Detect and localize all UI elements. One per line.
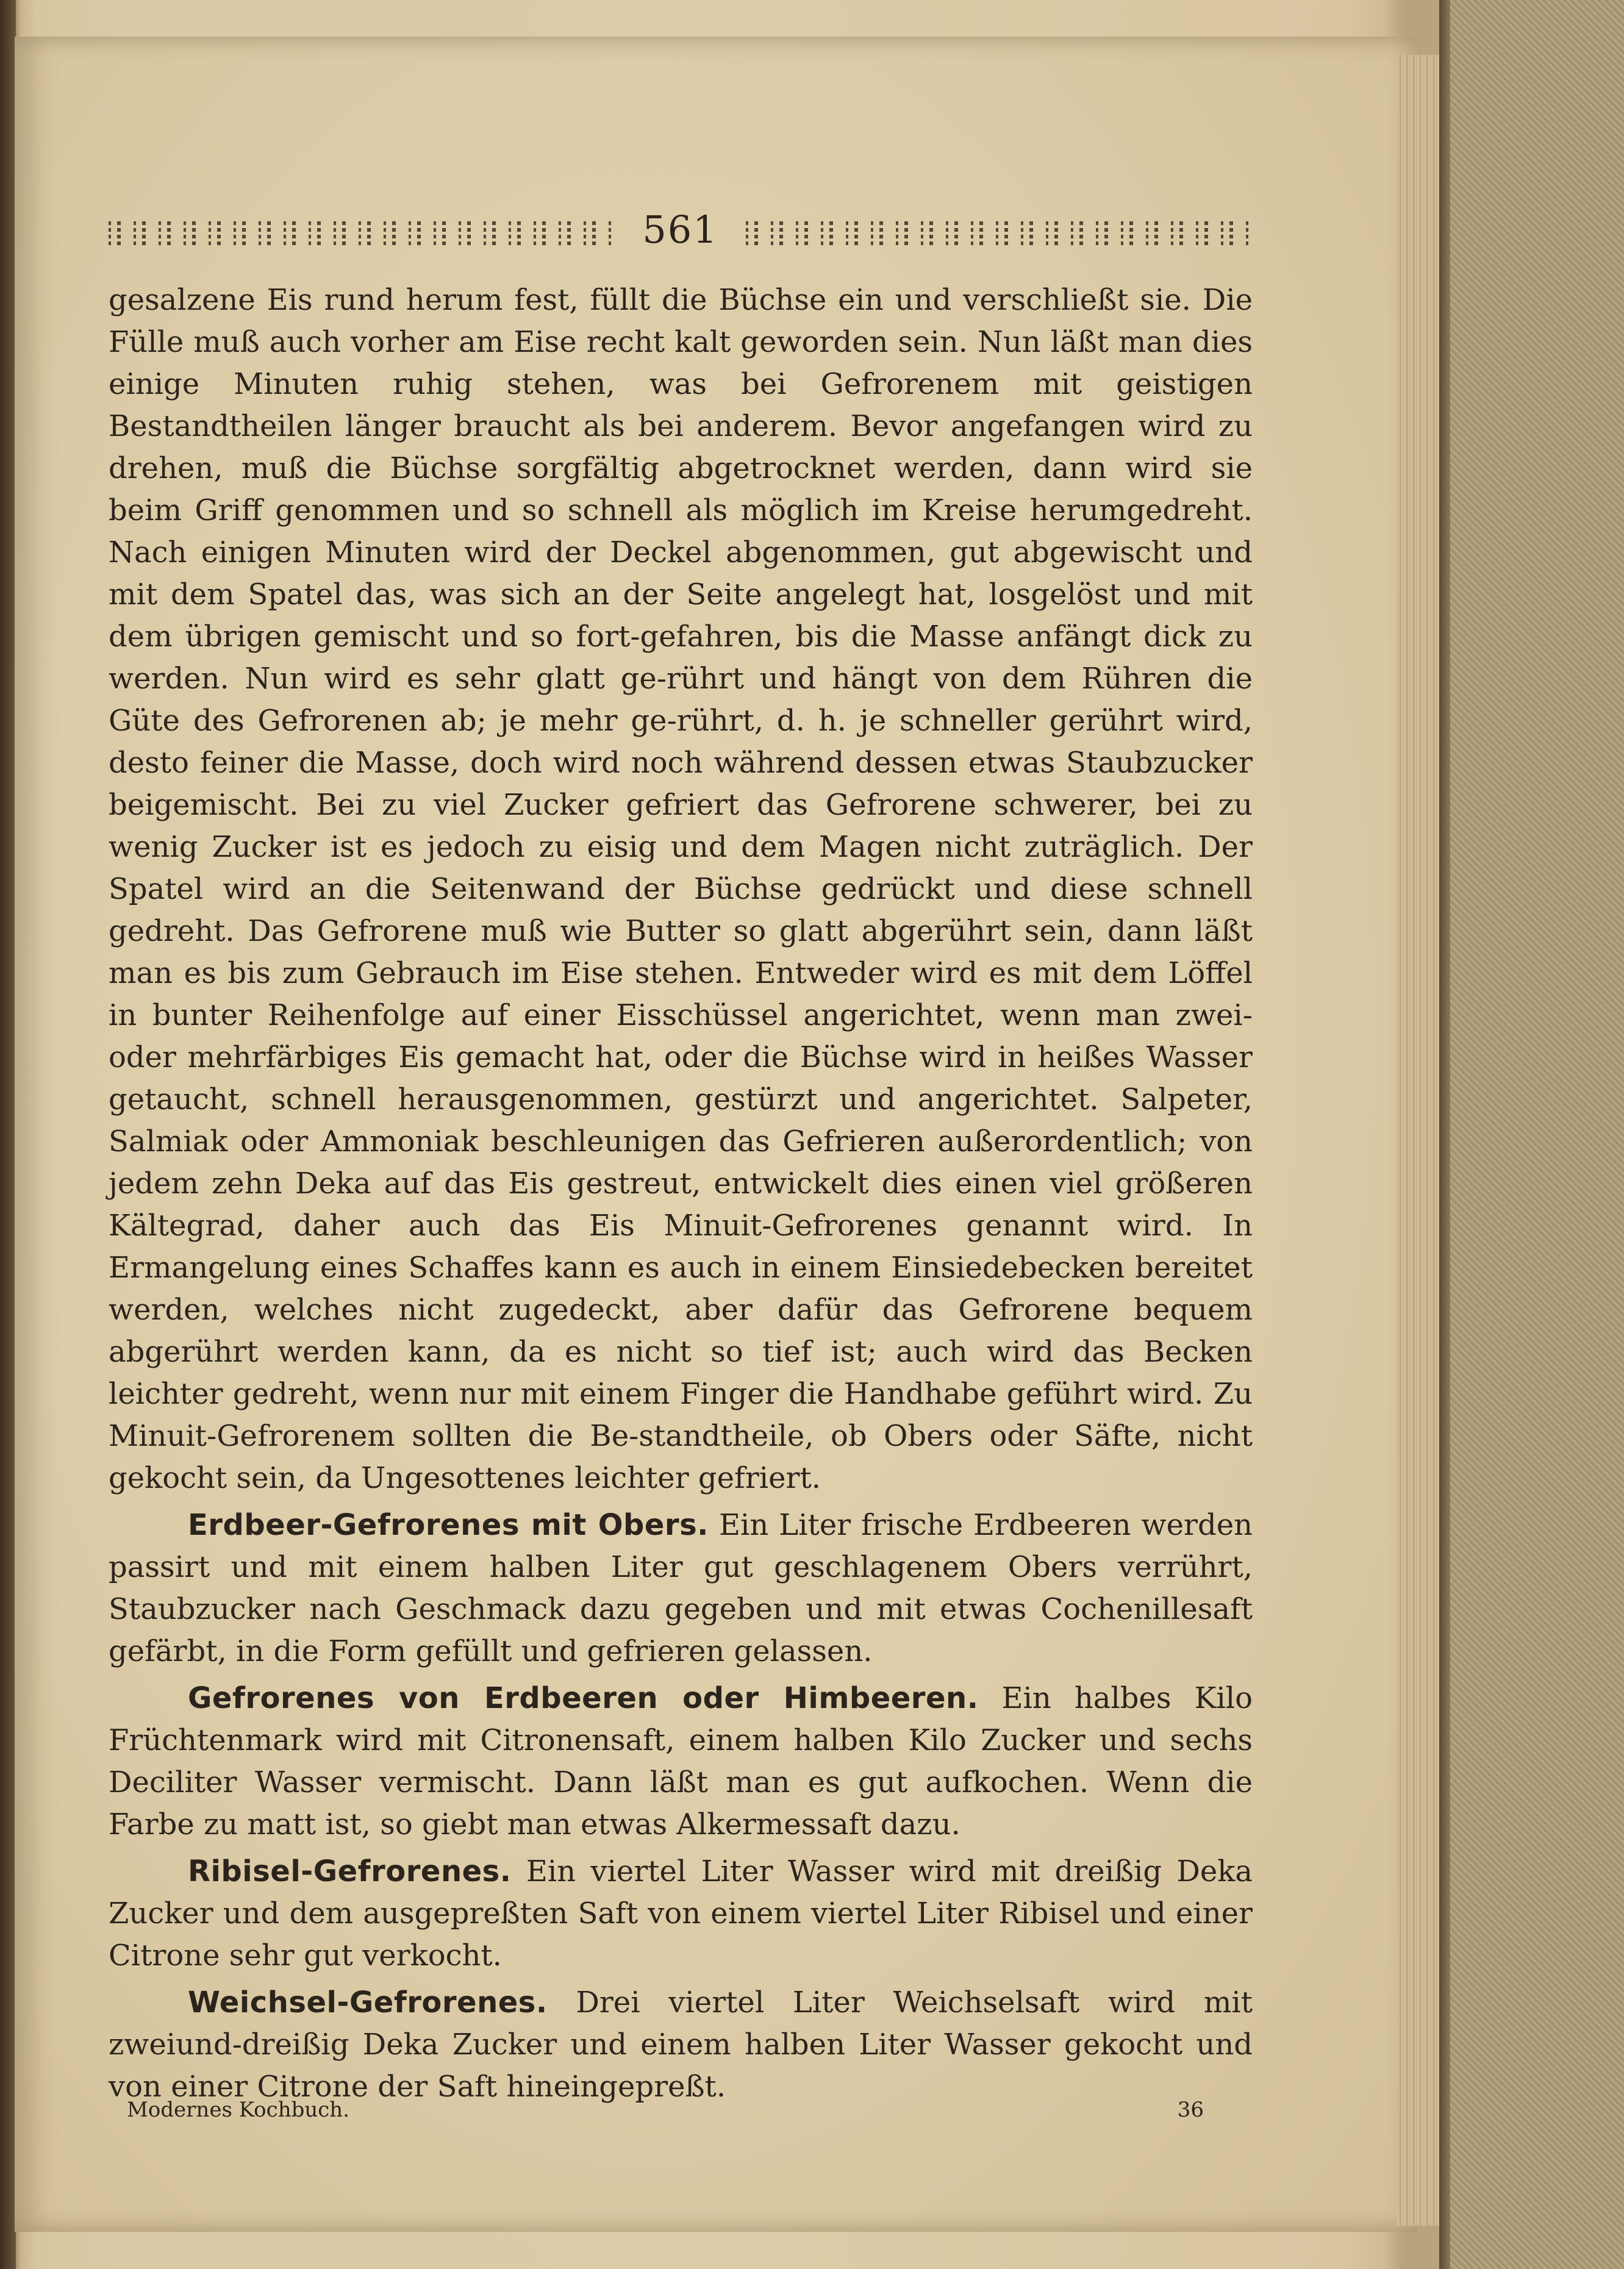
page-header xyxy=(109,201,1253,262)
book-cover-edge xyxy=(1439,0,1450,2269)
recipe-text: Ein viertel Liter Wasser wird mit dreißig Deka Zucker und dem ausgepreßten Saft von einem viertel Liter Ribisel und einer Citrone sehr gut verkocht. xyxy=(109,1854,1253,1973)
recipe-text: Ein halbes Kilo Früchtenmark wird mit Citronensaft, einem halben Kilo Zucker und sechs Deciliter Wasser vermischt. Dann läßt man es gut aufkochen. Wenn die Farbe zu matt ist, so giebt man etwas Alkermessaft dazu. xyxy=(109,1681,1253,1842)
recipe-entry xyxy=(109,1851,1253,1977)
page-footer xyxy=(109,2098,1253,2134)
footer-book-title: Modernes Kochbuch. xyxy=(127,2098,350,2122)
recipe-entry xyxy=(109,1982,1253,2108)
page-edges xyxy=(1397,55,1445,2226)
header-ornament-right xyxy=(746,220,1253,245)
book-cover xyxy=(1439,0,1624,2269)
opening-paragraph: gesalzene Eis rund herum fest, füllt die Büchse ein und verschließt sie. Die Fülle muß auch vorher am Eise recht kalt geworden sein. Nun läßt man dies einige Minuten ruhig stehen, was bei Gefrorenem mit geistigen Bestandtheilen länger braucht als bei anderem. Bevor angefangen wird zu drehen, muß die Büchse sorgfältig abgetrocknet werden, dann wird sie beim Griff genommen und so schnell als möglich im Kreise herumgedreht. Nach einigen Minuten wird der Deckel abgenommen, gut abgewischt und mit dem Spatel das, was sich an der Seite angelegt hat, losgelöst und mit dem übrigen gemischt und so fort-gefahren, bis die Masse anfängt dick zu werden. Nun wird es sehr glatt ge-rührt und hängt von dem Rühren die Güte des Gefrorenen ab; je mehr ge-rührt, d. h. je schneller gerührt wird, desto feiner die Masse, doch wird noch während dessen etwas Staubzucker beigemischt. Bei zu viel Zucker gefriert das Gefrorene schwerer, bei zu wenig Zucker ist es jedoch zu eisig und dem Magen nicht zuträglich. Der Spatel wird an die Seitenwand der Büchse gedrückt und diese schnell gedreht. Das Gefrorene muß wie Butter so glatt abgerührt sein, dann läßt man es bis zum Gebrauch im Eise stehen. Entweder wird es mit dem Löffel in bunter Reihenfolge auf einer Eisschüssel angerichtet, wenn man zwei- oder mehrfärbiges Eis gemacht hat, oder die Büchse wird in heißes Wasser getaucht, schnell herausgenommen, gestürzt und angerichtet. Salpeter, Salmiak oder Ammoniak beschleunigen das Gefrieren außerordentlich; von jedem zehn Deka auf das Eis gestreut, entwickelt dies einen viel größeren Kältegrad, daher auch das Eis Minuit-Gefrorenes genannt wird. In Ermangelung eines Schaffes kann es auch in einem Einsiedebecken bereitet werden, welches nicht zugedeckt, aber dafür das Gefrorene bequem abgerührt werden kann, da es nicht so tief ist; auch wird das Becken leichter gedreht, wenn nur mit einem Finger die Handhabe geführt wird. Zu Minuit-Gefrorenem sollten die Be-standtheile, ob Obers oder Säfte, nicht gekocht sein, da Ungesottenes leichter gefriert. xyxy=(109,283,1253,1495)
recipe-text: Ein Liter frische Erdbeeren werden passirt und mit einem halben Liter gut geschlagenem Obers verrührt, Staubzucker nach Geschmack dazu gegeben und mit etwas Cochenillesaft gefärbt, in die Form gefüllt und gefrieren gelassen. xyxy=(109,1508,1253,1668)
recipe-title: Gefrorenes von Erdbeeren oder Himbeeren. xyxy=(188,1681,979,1715)
book-binding xyxy=(0,0,16,2269)
header-ornament-left xyxy=(109,220,615,245)
recipe-title: Weichsel-Gefrorenes. xyxy=(188,1985,548,2020)
text-block xyxy=(109,201,1253,2108)
page-number: 561 xyxy=(642,207,718,252)
recipe-entry xyxy=(109,1504,1253,1673)
recipe-entry xyxy=(109,1678,1253,1846)
recipe-text: Drei viertel Liter Weichselsaft wird mit zweiund-dreißig Deka Zucker und einem halben Liter Wasser gekocht und von einer Citrone der Saft hineingepreßt. xyxy=(109,1985,1253,2104)
footer-signature: 36 xyxy=(1177,2098,1204,2122)
recipe-title: Ribisel-Gefrorenes. xyxy=(188,1854,512,1888)
recipe-title: Erdbeer-Gefrorenes mit Obers. xyxy=(188,1508,709,1542)
